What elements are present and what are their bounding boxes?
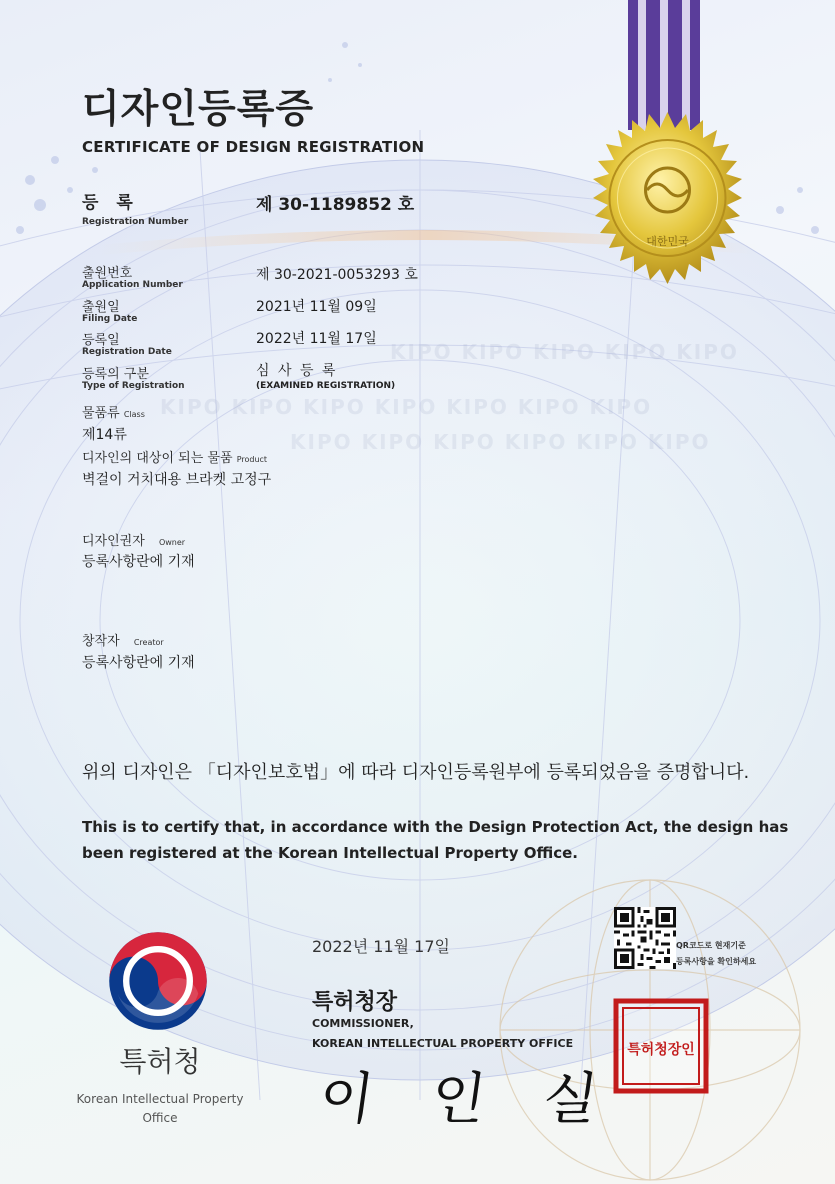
registration-type-en: (EXAMINED REGISTRATION) bbox=[256, 381, 396, 391]
commissioner-title-en: COMMISSIONER, bbox=[312, 1017, 414, 1030]
watermark-kipo: KIPO KIPO KIPO KIPO KIPO KIPO bbox=[290, 430, 711, 454]
qr-note-line1: QR코드로 현재기준 bbox=[676, 941, 746, 950]
certificate-title: 디자인등록증 bbox=[82, 87, 315, 132]
registration-date-label-en: Registration Date bbox=[82, 347, 172, 357]
registration-type-label-en: Type of Registration bbox=[82, 381, 185, 391]
qr-note-line2: 등록사항을 확인하세요 bbox=[676, 957, 757, 966]
gold-seal-icon bbox=[565, 110, 770, 315]
product-label: 디자인의 대상이 되는 물품 Product bbox=[82, 451, 268, 466]
filing-date: 2021년 11월 09일 bbox=[256, 299, 377, 315]
filing-date-label: 출원일 bbox=[82, 300, 120, 315]
application-number: 제 30-2021-0053293 호 bbox=[256, 267, 418, 283]
registration-label-en: Registration Number bbox=[82, 217, 189, 227]
issue-date: 2022년 11월 17일 bbox=[312, 937, 450, 956]
registration-type-label: 등록의 구분 bbox=[82, 367, 149, 382]
office-name-en: Korean Intellectual Property Office bbox=[76, 1092, 244, 1125]
kipo-taegeuk-logo-icon bbox=[105, 928, 211, 1034]
creator-label: 창작자 Creator bbox=[82, 634, 164, 649]
office-name-ko: 특허청 bbox=[119, 1045, 201, 1078]
filing-date-label-en: Filing Date bbox=[82, 314, 138, 324]
application-label: 출원번호 bbox=[82, 266, 133, 281]
class-label: 물품류 Class bbox=[82, 406, 145, 421]
svg-text:대한민국: 대한민국 bbox=[646, 235, 689, 248]
registration-date: 2022년 11월 17일 bbox=[256, 331, 377, 347]
certificate-subtitle: CERTIFICATE OF DESIGN REGISTRATION bbox=[82, 138, 425, 156]
owner-label: 디자인권자 Owner bbox=[82, 534, 186, 549]
commissioner-title-ko: 특허청장 bbox=[312, 990, 398, 1015]
registration-number: 제 30-1189852 호 bbox=[256, 195, 415, 215]
owner-value: 등록사항란에 기재 bbox=[82, 554, 195, 570]
watermark-kipo: KIPO KIPO KIPO KIPO KIPO bbox=[390, 340, 739, 364]
commissioner-signature: 이 인 실 bbox=[314, 1067, 622, 1132]
commissioner-office-en: KOREAN INTELLECTUAL PROPERTY OFFICE bbox=[312, 1037, 574, 1050]
product-value: 벽걸이 거치대용 브라켓 고정구 bbox=[82, 472, 272, 488]
watermark-kipo: KIPO KIPO KIPO KIPO KIPO KIPO KIPO bbox=[160, 395, 653, 419]
qr-code-icon[interactable] bbox=[614, 907, 676, 969]
certification-statement-en: This is to certify that, in accordance with the Design Protection Act, the design has been registered at the Korean Intellectual Property Office. bbox=[82, 818, 789, 862]
certification-statement-ko: 위의 디자인은 「디자인보호법」에 따라 디자인등록원부에 등록되었음을 증명합니다. bbox=[82, 762, 750, 783]
svg-text:특허청장인: 특허청장인 bbox=[627, 1042, 695, 1058]
class-value: 제14류 bbox=[82, 427, 127, 443]
registration-date-label: 등록일 bbox=[82, 333, 120, 348]
creator-value: 등록사항란에 기재 bbox=[82, 655, 195, 671]
official-stamp-icon bbox=[613, 998, 709, 1094]
application-label-en: Application Number bbox=[82, 280, 183, 290]
registration-type: 심 사 등 록 bbox=[256, 363, 338, 379]
registration-label: 등 록 bbox=[82, 193, 139, 213]
